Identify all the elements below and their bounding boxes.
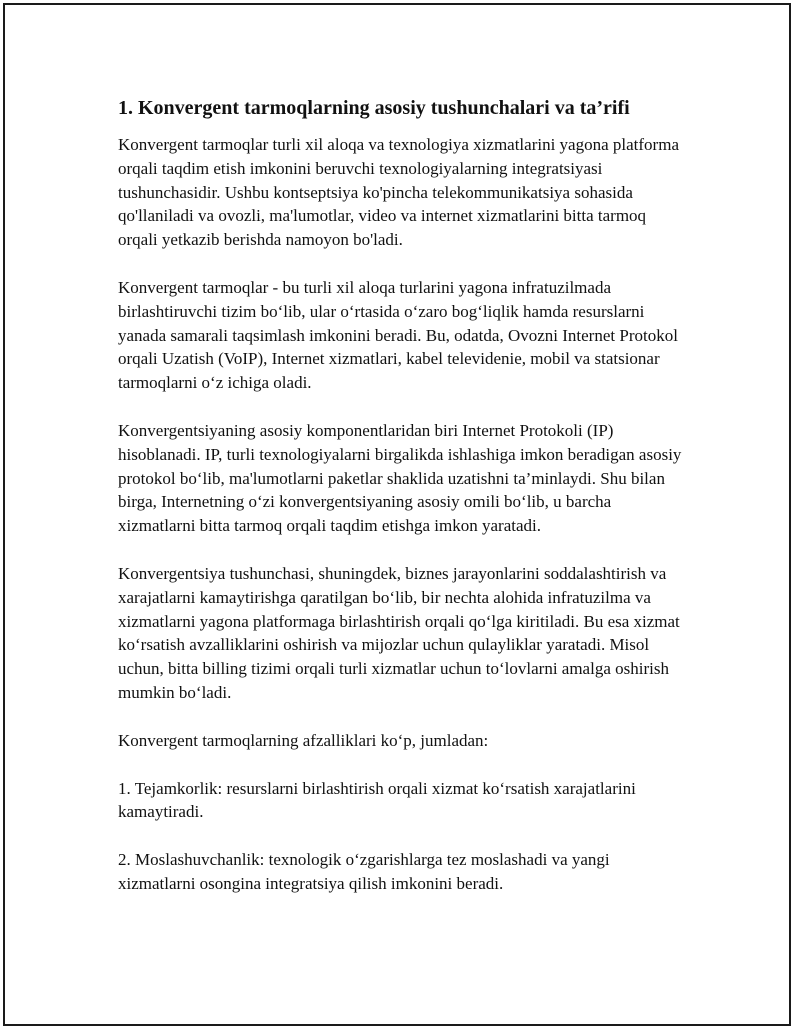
paragraph-advantages-intro: Konvergent tarmoqlarning afzalliklari ko‘p, jumladan: bbox=[118, 730, 489, 750]
paragraph-definition: Konvergent tarmoqlar turli xil aloqa va texnologiya xizmatlarini yagona platforma orqali taqdim etish imkonini beruvchi texnologiyalarning integratsiyasi tushunchasidir. Ushbu kontseptsiya ko'pincha telekommunikatsiya sohasida qo'llaniladi va ovozli, ma'lumotlar, video va internet xizmatlarini bitta tarmoq orqali yetkazib berishda namoyon bo'ladi. bbox=[118, 135, 679, 250]
list-item-cost-efficiency: 1. Tejamkorlik: resurslarni birlashtirish orqali xizmat ko‘rsatish xarajatlarini kamaytiradi. bbox=[118, 778, 636, 822]
section-heading: 1. Konvergent tarmoqlarning asosiy tushunchalari va ta’rifi bbox=[118, 97, 630, 119]
paragraph-business: Konvergentsiya tushunchasi, shuningdek, biznes jarayonlarini soddalashtirish va xarajatlarni kamaytirishga qaratilgan bo‘lib, bir nechta alohida infratuzilma va xizmatlarni yagona platformaga birlashtirish orqali qo‘lga kiritiladi. Bu esa xizmat ko‘rsatish avzalliklarini oshirish va mijozlar uchun qulayliklar yaratadi. Misol uchun, bitta billing tizimi orqali turli xizmatlar uchun to‘lovlarni amalga oshirish mumkin bo‘ladi. bbox=[118, 563, 680, 702]
list-item-flexibility: 2. Moslashuvchanlik: texnologik o‘zgarishlarga tez moslashadi va yangi xizmatlarni osongina integratsiya qilish imkonini beradi. bbox=[118, 850, 610, 893]
document-body bbox=[118, 95, 688, 920]
paragraph-ip-protocol: Konvergentsiyaning asosiy komponentlaridan biri Internet Protokoli (IP) hisoblanadi. IP, turli texnologiyalarni birgalikda ishlashiga imkon beradigan asosiy protokol bo‘lib, ma'lumotlarni paketlar shaklida uzatishni ta’minlaydi. Shu bilan birga, Internetning o‘zi konvergentsiyaning asosiy omili bo‘lib, u barcha xizmatlarni bitta tarmoq orqali taqdim etishga imkon yaratadi. bbox=[118, 420, 682, 536]
paragraph-system: Konvergent tarmoqlar - bu turli xil aloqa turlarini yagona infratuzilmada birlashtiruvchi tizim bo‘lib, ular o‘rtasida o‘zaro bog‘liqlik hamda resurslarni yanada samarali taqsimlash imkonini beradi. Bu, odatda, Ovozni Internet Protokol orqali Uzatish (VoIP), Internet xizmatlari, kabel televidenie, mobil va statsionar tarmoqlarni o‘z ichiga oladi. bbox=[118, 277, 678, 393]
